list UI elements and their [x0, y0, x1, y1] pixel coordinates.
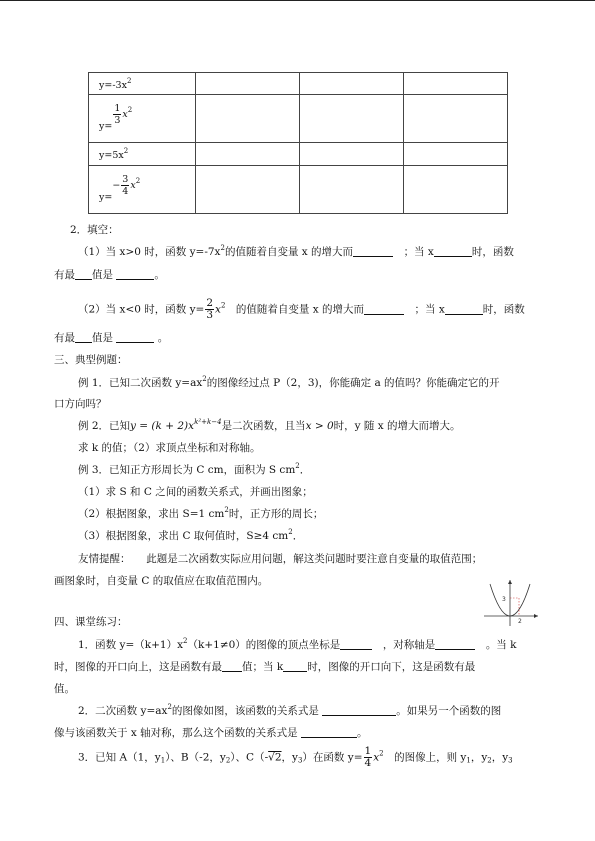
- example-2-line2: 求 k 的值；（2）求顶点坐标和对称轴。: [78, 442, 261, 454]
- practice-2-line1: 2．二次函数 $y=ax^2$的图像如图，该函数的关系式是 。如果另一个函数的图: [78, 703, 502, 717]
- fill-blank-1-line1: （1）当 x>0 时，函数 $y=-7x^2$的值随着自变量 x 的增大而 ；当 x 时，函数: [78, 244, 514, 258]
- answer-blank[interactable]: [340, 638, 372, 650]
- practice-1-line3: 值。: [54, 683, 75, 695]
- table-cell[interactable]: [404, 95, 508, 143]
- example-3-part1: （1）求 S 和 C 之间的函数关系式，并画出图象；: [78, 486, 313, 498]
- answer-blank[interactable]: [75, 268, 92, 280]
- answer-blank[interactable]: [75, 331, 92, 343]
- practice-1-line1: 1．函数 $y=(k+1)x^2(k+1\ne 0)$的图像的顶点坐标是 ，对称轴是 。当 k: [78, 637, 517, 651]
- example-3-line1: 例 3．已知正方形周长为 C cm，面积为 S $cm^2$．: [78, 462, 311, 476]
- example-1-line1: 例 1．已知二次函数 $y=ax^2$的图像经过点 P（2，3)，你能确定 a 的值吗？你能确定它的开: [78, 375, 500, 389]
- example-3-part2: （2）根据图象，求出 S=1 $cm^2$时，正方形的周长；: [78, 506, 324, 520]
- fill-blank-2-line2: 有最 值是 。: [54, 332, 169, 344]
- answer-blank[interactable]: [116, 331, 154, 343]
- function-table: [88, 72, 508, 214]
- example-1-line2: 口方向吗？: [54, 398, 107, 410]
- practice-2-line2: 像与该函数关于 x 轴对称，那么这个函数的关系式是 。: [54, 727, 368, 739]
- table-cell[interactable]: [404, 73, 508, 95]
- table-cell[interactable]: [300, 73, 404, 95]
- y-tick-label: 3: [502, 596, 506, 603]
- section-2-heading: 2．填空：: [70, 224, 119, 236]
- parabola-graph: [478, 578, 540, 628]
- answer-blank[interactable]: [222, 660, 242, 672]
- answer-blank[interactable]: [364, 303, 404, 315]
- practice-1-line2: 时，图像的开口向上，这是函数有最 值；当 k 时，图像的开口向下，这是函数有最: [54, 661, 476, 673]
- table-row: [89, 143, 508, 166]
- table-cell-function: y= $\frac{1}{3}$ $x^2$: [89, 95, 196, 143]
- table-row: [89, 166, 508, 214]
- section-3-heading: 三、典型例题：: [54, 354, 128, 366]
- table-cell[interactable]: [404, 166, 508, 214]
- example-2-formula: y = (k + 2)x: [130, 420, 195, 432]
- table-row: [89, 95, 508, 143]
- y-axis-arrow: [508, 580, 512, 584]
- table-cell[interactable]: [196, 95, 300, 143]
- table-cell[interactable]: [300, 166, 404, 214]
- example-2-line1: 例 2．已知$y = (k + 2)x^{k^2+k-4}$是二次函数，且当x > 0时，y 随 x 的增大而增大。: [78, 418, 461, 432]
- page-top-rule: [0, 0, 595, 1]
- table-cell[interactable]: [196, 143, 300, 166]
- table-row: [89, 73, 508, 95]
- answer-blank[interactable]: [435, 638, 475, 650]
- table-cell[interactable]: [300, 143, 404, 166]
- table-cell[interactable]: [196, 166, 300, 214]
- example-3-part3: （3）根据图象，求出 C 取何值时，S≥4 $cm^2$．: [78, 528, 304, 542]
- table-cell-function: y=− $\frac{3}{4}$ $x^2$: [89, 166, 196, 214]
- answer-blank[interactable]: [283, 660, 307, 672]
- section-4-heading: 四、课堂练习：: [54, 616, 128, 628]
- x-tick-label: 2: [518, 618, 522, 625]
- table-cell-function: $y=-3x^2$: [89, 73, 196, 95]
- table-cell[interactable]: [196, 73, 300, 95]
- tip-line1: 友情提醒： 此题是二次函数实际应用问题，解这类问题时要注意自变量的取值范围；: [78, 553, 483, 565]
- table-cell-function: $y=5x^2$: [89, 143, 196, 166]
- answer-blank[interactable]: [445, 303, 483, 315]
- answer-blank[interactable]: [434, 245, 472, 257]
- answer-blank[interactable]: [301, 726, 357, 738]
- answer-blank[interactable]: [116, 268, 154, 280]
- table-cell[interactable]: [404, 143, 508, 166]
- fill-blank-2-line1: （2）当 x<0 时，函数 y= $\frac{2}{3}$ $x^2$ 的值随着自变量 x 的增大而 ；当 x 时，函数: [78, 297, 525, 321]
- answer-blank[interactable]: [353, 245, 393, 257]
- answer-blank[interactable]: [322, 704, 396, 716]
- table-cell[interactable]: [300, 95, 404, 143]
- x-axis-arrow: [534, 614, 538, 618]
- fill-blank-1-line2: 有最 值是 。: [54, 269, 165, 281]
- tip-line2: 画图象时，自变量 C 的取值应在取值范围内。: [54, 575, 269, 587]
- practice-3-line1: 3．已知 A（1，$y_1$）、B（-2，$y_2$）、C（-√2，$y_3$）在函数 y= $\frac{1}{4}$ $x^2$ 的图像上，则 $y_1$，$y_2$，$y_3$: [78, 745, 513, 769]
